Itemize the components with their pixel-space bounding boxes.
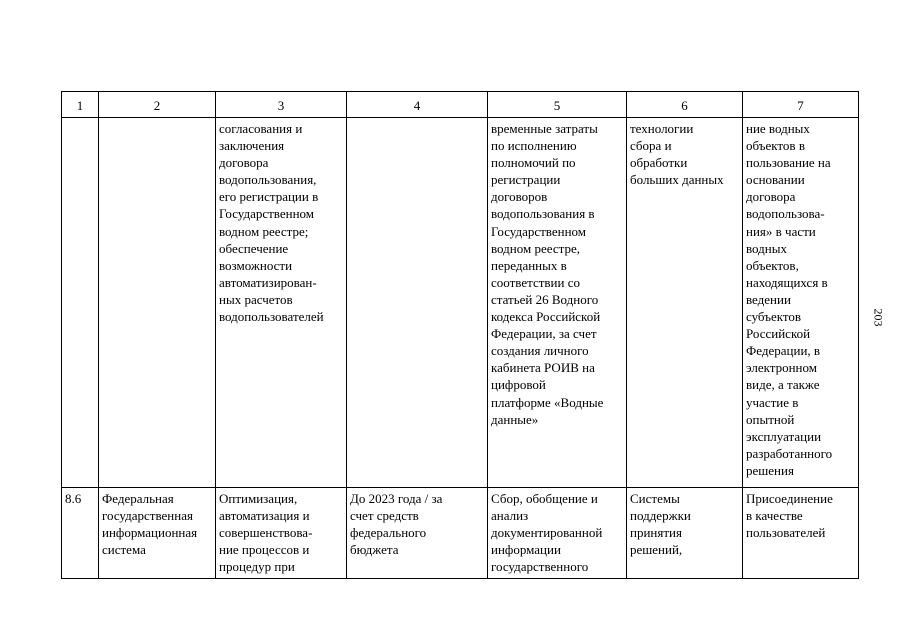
header-cell: 5 bbox=[488, 92, 627, 118]
header-cell: 4 bbox=[347, 92, 488, 118]
table-cell bbox=[347, 118, 488, 488]
table-cell: технологии сбора и обработки больших данных bbox=[627, 118, 743, 488]
document-table bbox=[61, 91, 859, 579]
table-header-row bbox=[62, 92, 859, 118]
table-row bbox=[62, 118, 859, 488]
header-cell: 1 bbox=[62, 92, 99, 118]
table-cell: ние водных объектов в пользование на основании договора водопользова- ния» в части водных объектов, находящихся в ведении субъектов Российской Федерации, в электронном виде, а также участие в опытной эксплуатации разработанного решения bbox=[743, 118, 859, 488]
page-number: 203 bbox=[871, 308, 886, 327]
table-cell: Сбор, обобщение и анализ документированной информации государственного bbox=[488, 488, 627, 579]
header-cell: 6 bbox=[627, 92, 743, 118]
table-cell bbox=[62, 118, 99, 488]
table-cell: согласования и заключения договора водопользования, его регистрации в Государственном водном реестре; обеспечение возможности автоматизирован- ных расчетов водопользователей bbox=[216, 118, 347, 488]
table-cell: Оптимизация, автоматизация и совершенствова- ние процессов и процедур при bbox=[216, 488, 347, 579]
table-cell: Присоединение в качестве пользователей bbox=[743, 488, 859, 579]
table-cell: временные затраты по исполнению полномочий по регистрации договоров водопользования в Государственном водном реестре, переданных в соответствии со статьей 26 Водного кодекса Российской Федерации, за счет создания личного кабинета РОИВ на цифровой платформе «Водные данные» bbox=[488, 118, 627, 488]
table-cell bbox=[99, 118, 216, 488]
header-cell: 7 bbox=[743, 92, 859, 118]
table-cell: До 2023 года / за счет средств федерального бюджета bbox=[347, 488, 488, 579]
header-cell: 3 bbox=[216, 92, 347, 118]
table-cell: Федеральная государственная информационная система bbox=[99, 488, 216, 579]
row-number-cell: 8.6 bbox=[62, 488, 99, 579]
table-cell: Системы поддержки принятия решений, bbox=[627, 488, 743, 579]
table-row bbox=[62, 488, 859, 579]
header-cell: 2 bbox=[99, 92, 216, 118]
